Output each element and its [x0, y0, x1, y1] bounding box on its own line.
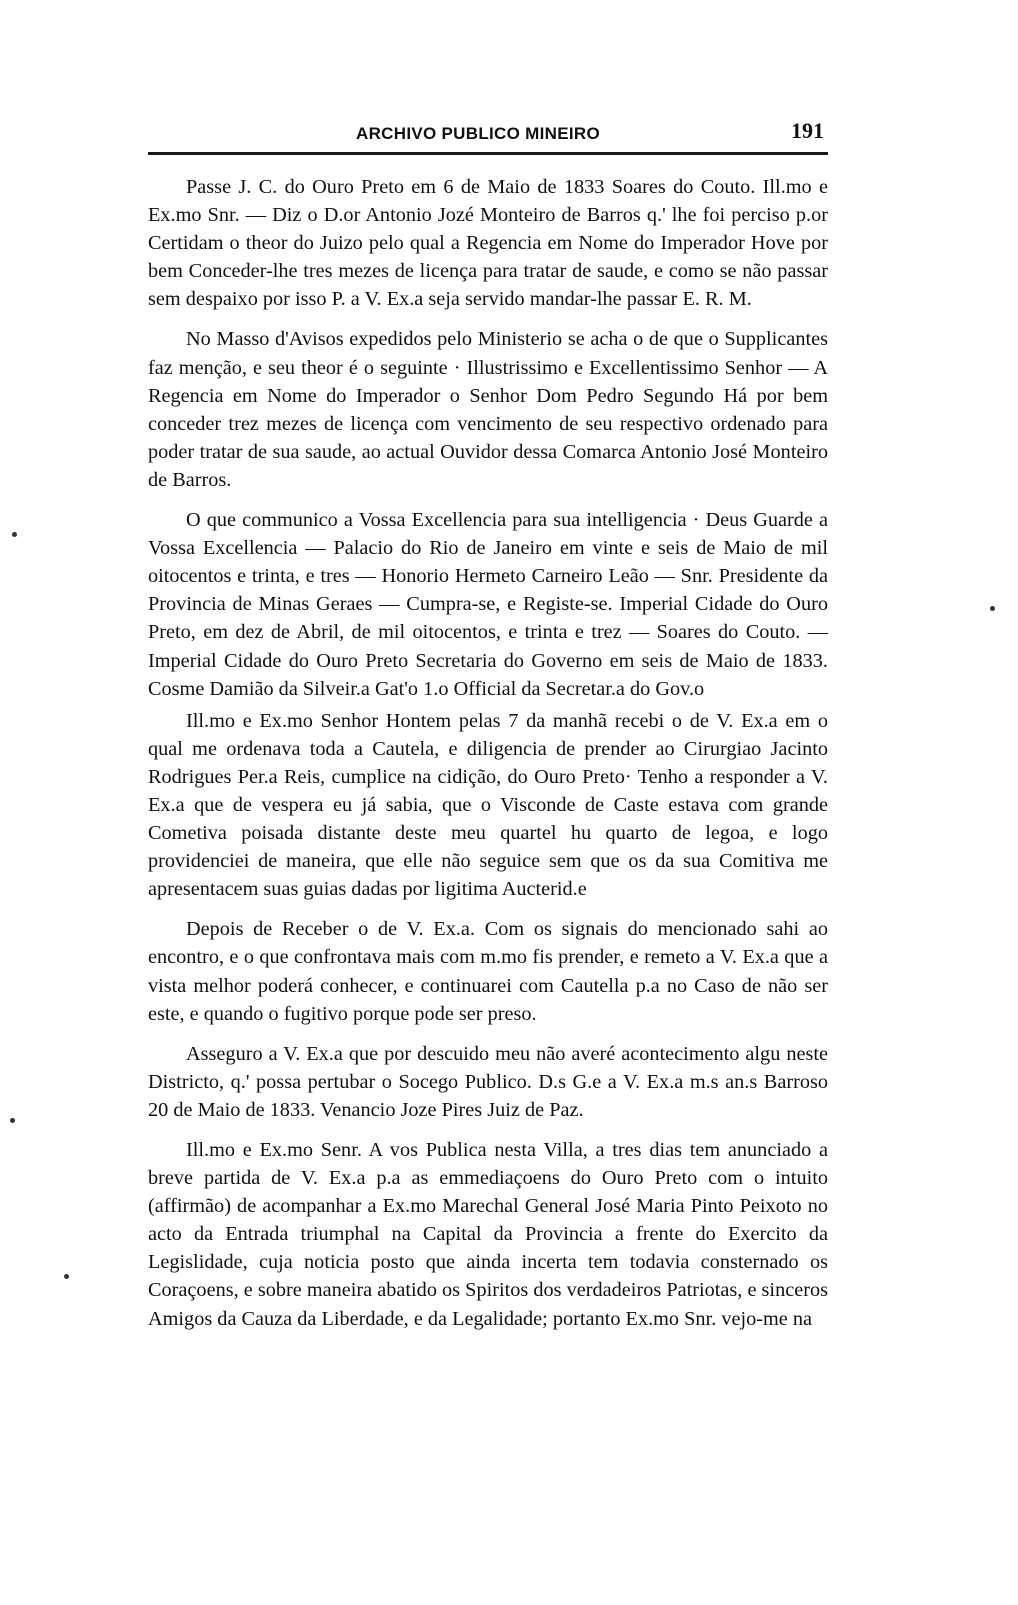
margin-speck	[10, 1118, 15, 1123]
paragraph: Asseguro a V. Ex.a que por descuido meu não averé acontecimento algu neste Districto, q.' possa pertubar o Socego Publico. D.s G.e a V. Ex.a m.s an.s Barroso 20 de Maio de 1833. Venancio Joze Pires Juiz de Paz.	[148, 1042, 828, 1121]
paragraph: Depois de Receber o de V. Ex.a. Com os signais do mencionado sahi ao encontro, e o que confrontava mais com m.mo fis prender, e remeto a V. Ex.a que a vista melhor poderá conhecer, e continuarei com Cautella p.a no Caso de não ser este, e quando o fugitivo porque pode ser preso.	[148, 918, 828, 1025]
body-text	[148, 173, 828, 1333]
paragraph: Ill.mo e Ex.mo Senr. A vos Publica nesta Villa, a tres dias tem anunciado a breve partida de V. Ex.a p.a as emmediaçoens do Ouro Preto com o intuito (affirmão) de acompanhar a Ex.mo Marechal General José Maria Pinto Peixoto no acto da Entrada triumphal na Capital da Provincia a frente do Exercito da Legislidade, cuja noticia posto que ainda incerta tem todavia consternado os Coraçoens, e sobre maneira abatido os Spiritos dos verdadeiros Patriotas, e sinceros Amigos da Cauza da Liberdade, e da Legalidade; portanto Ex.mo Snr. vejo-me na	[148, 1139, 828, 1330]
header-rule	[148, 152, 828, 155]
page-header	[148, 118, 828, 148]
page-number: 191	[791, 118, 824, 143]
margin-speck	[64, 1274, 69, 1279]
margin-speck	[12, 532, 17, 537]
paragraph: Passe J. C. do Ouro Preto em 6 de Maio de 1833 Soares do Couto. Ill.mo e Ex.mo Snr. — Diz o D.or Antonio Jozé Monteiro de Barros q.' lhe foi perciso p.or Certidam o theor do Juizo pelo qual a Regencia em Nome do Imperador Hove por bem Conceder-lhe tres mezes de licença para tratar de saude, e como se não passar sem despaixo por isso P. a V. Ex.a seja servido mandar-lhe passar E. R. M.	[148, 176, 828, 311]
margin-speck	[990, 606, 995, 611]
book-page	[148, 118, 828, 1345]
paragraph: No Masso d'Avisos expedidos pelo Ministerio se acha o de que o Supplicantes faz menção, e seu theor é o seguinte · Illustrissimo e Excellentissimo Senhor — A Regencia em Nome do Imperador o Senhor Dom Pedro Segundo Há por bem conceder trez mezes de licença com vencimento de seu respectivo ordenado para poder tratar de sua saude, ao actual Ouvidor dessa Comarca Antonio José Monteiro de Barros.	[148, 328, 828, 491]
paragraph: O que communico a Vossa Excellencia para sua intelligencia · Deus Guarde a Vossa Excellencia — Palacio do Rio de Janeiro em vinte e seis de Maio de mil oitocentos e trinta, e tres — Honorio Hermeto Carneiro Leão — Snr. Presidente da Provincia de Minas Geraes — Cumpra-se, e Registe-se. Imperial Cidade do Ouro Preto, em dez de Abril, de mil oitocentos, e trinta e trez — Soares do Couto. — Imperial Cidade do Ouro Preto Secretaria do Governo em seis de Maio de 1833. Cosme Damião da Silveir.a Gat'o 1.o Official da Secretar.a do Gov.o	[148, 509, 828, 700]
running-title: ARCHIVO PUBLICO MINEIRO	[356, 124, 600, 143]
paragraph: Ill.mo e Ex.mo Senhor Hontem pelas 7 da manhã recebi o de V. Ex.a em o qual me ordenava toda a Cautela, e diligencia de prender ao Cirurgiao Jacinto Rodrigues Per.a Reis, cumplice na cidição, do Ouro Preto· Tenho a responder a V. Ex.a que de vespera eu já sabia, que o Visconde de Caste estava com grande Cometiva poisada distante deste meu quartel hu quarto de legoa, e logo providenciei de maneira, que elle não seguice sem que os da sua Comitiva me apresentacem suas guias dadas por ligitima Aucterid.e	[148, 709, 828, 901]
